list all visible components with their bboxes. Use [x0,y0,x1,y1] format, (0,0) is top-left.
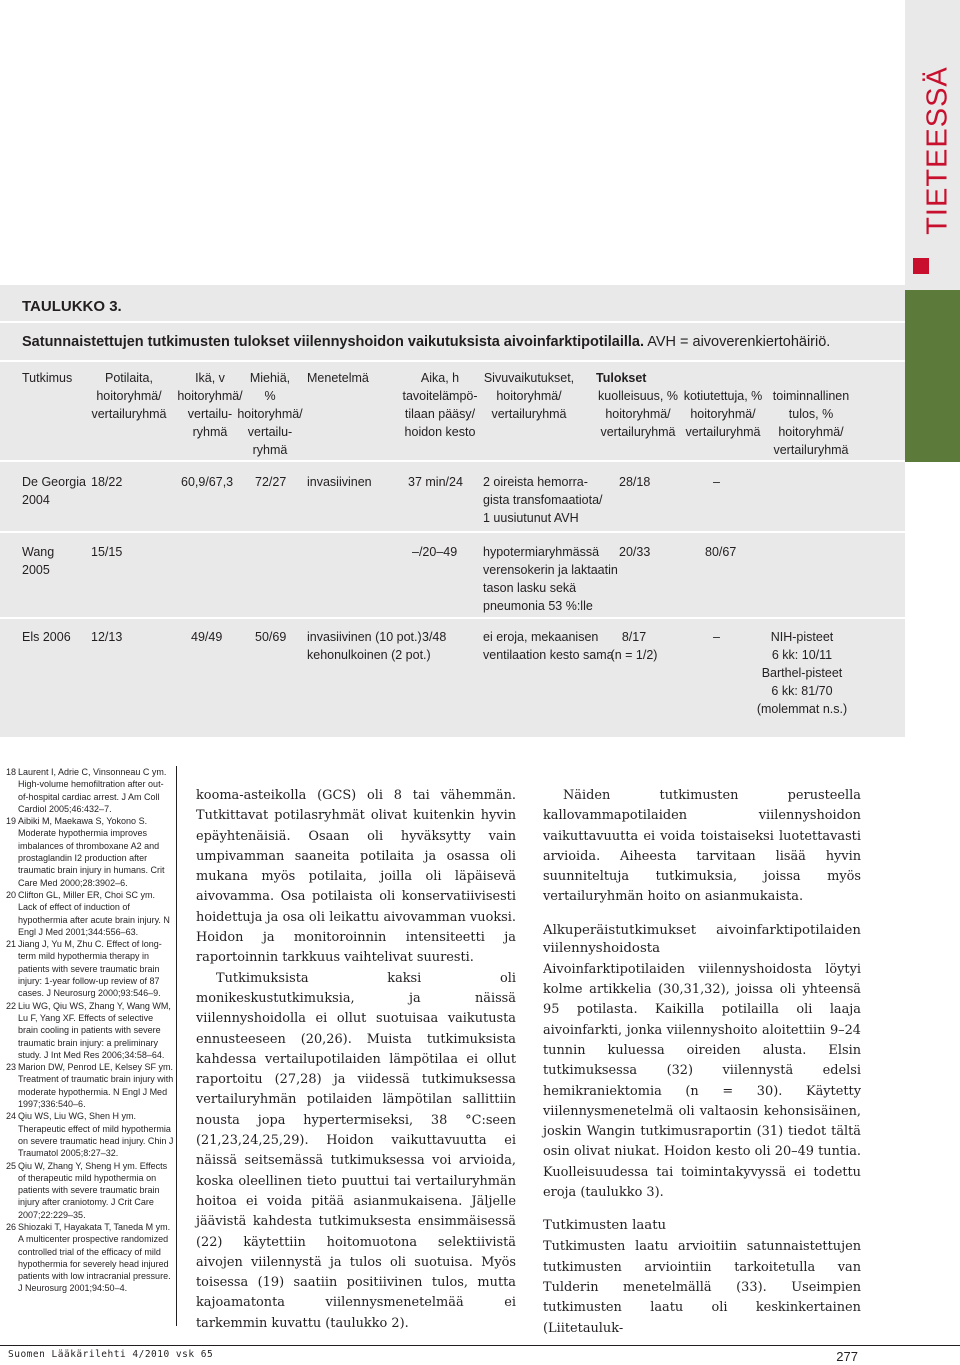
body-paragraph: Tutkimusten laatu arvioitiin satunnaistettujen tutkimusten arviointiin tarkoitetulla van Tulderin menetelmällä (33). Useimpien tutkimusten laatu oli keskinkertainen (Liitetauluk- [543,1239,861,1336]
header-menetelma: Menetelmä [307,371,369,385]
table-rule [0,460,905,462]
table-cell-kuolleisuus: 28/18 [619,475,651,489]
table-cell-sivuvaikutukset: 2 oireista hemorra- gista transfomaatiota/ 1 uusiutunut AVH [483,475,603,525]
body-paragraph: Tutkimuksista kaksi oli monikeskustutkimuksia, ja näissä viilennyshoidolla ei ollut suotuisaa vaikutusta ennusteeseen (20,26). Muista tutkimuksista kahdessa vertailupotilaiden lämpötilaa ei ollut raportoitu (27,28) ja viidessä tutkimuksessa vertailuryhmän potilaiden lämpötilan sallittiin nousta jopa hypertermiseksi, 38 °C:seen (21,23,24,25,29). Hoidon vaikuttavuutta ei näissä seitsemässä tutkimuksessa voi arvioida, koska oleellinen tieto puuttui tai vertailuryhmän hoitoa ei voida pitää asianmukaisena. Jäljelle jäävistä kahdesta tutkimuksesta ensimmäisessä (22) käytettiin hoitomuotona selektiivistä aivojen viilennystä ja tulos oli suotuisa. Myös toisessa (19) saatiin positiivinen tulos, mutta kajoamatonta viilennysmenetelmää ei tarkemmin kuvattu (taulukko 2). [196,970,516,1331]
table-cell-kuolleisuus: 20/33 [619,545,651,559]
header-kuolleisuus: kuolleisuus, % hoitoryhmä/ vertailuryhmä [598,389,678,439]
header-tulokset: Tulokset [596,371,647,385]
header-aika: Aika, h tavoitelämpö- tilaan pääsy/ hoidon kesto [402,371,478,439]
reference-item: 24 Qiu WS, Liu WG, Shen H ym. Therapeutic effect of mild hypothermia on severe traumatic head injury. Chin J Traumatol 2005;8:27–32. [6,1111,174,1159]
section-tab-accent [905,290,960,462]
table-caption: Satunnaistettujen tutkimusten tulokset viilennyshoidon vaikutuksista aivoinfarktipotilailla. AVH = aivoverenkiertohäiriö. [22,334,831,350]
table-cell-sivuvaikutukset: ei eroja, mekaanisen ventilaation kesto sama [483,630,614,662]
page-number: 277 [836,1349,858,1364]
reference-item: 18 Laurent I, Adrie C, Vinsonneau C ym. High-volume hemofiltration after out-of-hospital cardiac arrest. J Am Coll Cardiol 2005;46:432–7. [6,767,167,814]
body-paragraph: Aivoinfarktipotilaiden viilennyshoidosta löytyi kolme artikkelia (30,31,32), joissa oli yhteensä 95 potilasta. Kaikilla potilailla oli laaja aivoinfarkti, jonka viilennyshoito aloitettiin 9–24 tunnin kuluessa oireiden alusta. Elsin tutkimuksessa (32) viilennystä edelsi hemikraniektomia (n = 30). Käytetty viilennysmenetelmä oli valtaosin kehonsisäinen, joskin Wangin tutkimusraportin (31) tiedot tältä osin olivat niukat. Hoidon kesto oli 20–49 tuntia. Kuolleisuudessa tai toimintakyvyssä ei todettu eroja (taulukko 3). [543,961,861,1201]
table-rule [0,617,905,619]
table-cell-toiminnallinen: NIH-pisteet 6 kk: 10/11 Barthel-pisteet 6 kk: 81/70 (molemmat n.s.) [756,630,848,716]
table-rule [0,360,905,362]
section-heading: Alkuperäistutkimukset aivoinfarktipotilaiden viilennyshoidosta [543,922,861,956]
footer-rule [0,1345,960,1346]
header-kotiutettuja: kotiutettuja, % hoitoryhmä/ vertailuryhmä [683,389,763,439]
table-cell-tutkimus: De Georgia 2004 [22,475,86,507]
reference-item: 26 Shiozaki T, Hayakata T, Taneda M ym. A multicenter prospective randomized controlled trial of the efficacy of mild hypothermia for severely head injured patients with low intracranial pressure. J Neurosurg 2001;94:50–4. [6,1221,171,1294]
table-cell-kotiutettuja: – [713,475,720,489]
table-cell-tutkimus: Els 2006 [22,630,71,644]
references-list [6,766,174,1295]
table-cell-aika: –/20–49 [412,545,458,559]
table-cell-menetelma: invasiivinen [307,475,372,489]
section-marker-icon [913,258,929,274]
body-paragraph: kooma-asteikolla (GCS) oli 8 tai vähemmän. Tutkittavat potilasryhmät olivat kuitenkin hyvin epäyhtenäisiä. Osaan oli hyväksytty vain umpivamman saaneita potilaita ja osassa oli mukana myös potilaita, joilla oli läpäisevä aivovamma. Osa potilaista oli konservatiivisesti hoidettuja ja osa oli leikattu aivovamman vuoksi. Hoidon ja monitoroinnin intensiteetti ja raportoinnin tarkkuus vaihtelivat suuresti. [196,788,516,966]
table-cell-tutkimus: Wang 2005 [22,545,55,577]
header-sivuvaikutukset: Sivuvaikutukset, hoitoryhmä/ vertailuryhmä [483,371,575,421]
table-cell-sivuvaikutukset: hypotermiaryhmässä verensokerin ja laktaatin tason lasku sekä pneumonia 53 %:lle [483,545,618,613]
reference-item: 19 Aibiki M, Maekawa S, Yokono S. Moderate hypothermia improves imbalances of thromboxane A2 and prostaglandin I2 production after traumatic brain injury in humans. Crit Care Med 2000;28:3902–6. [6,816,165,888]
table-cell-potilaita: 18/22 [91,475,123,489]
reference-item: 23 Marion DW, Penrod LE, Kelsey SF ym. Treatment of traumatic brain injury with moderate hypothermia. N Engl J Med 1997;336:540–6. [6,1062,174,1110]
header-tutkimus: Tutkimus [22,371,73,385]
table-cell-aika: 3/48 [422,630,447,644]
header-potilaita: Potilaita, hoitoryhmä/ vertailuryhmä [91,371,167,421]
body-column-1 [196,786,516,1334]
reference-item: 21 Jiang J, Yu M, Zhu C. Effect of long-term mild hypothermia therapy in patients with severe traumatic brain injury: 1-year follow-up review of 87 cases. J Neurosurg 2000;93:546–9. [6,939,162,999]
table-rule [0,531,905,533]
table-cell-kotiutettuja: – [713,630,720,644]
header-toiminnallinen: toiminnallinen tulos, % hoitoryhmä/ vertailuryhmä [772,389,850,457]
table-cell-aika: 37 min/24 [408,475,463,489]
table-cell-ika: 60,9/67,3 [181,475,234,489]
table-rule [0,321,905,323]
table-title: TAULUKKO 3. [22,298,122,315]
reference-item: 25 Qiu W, Zhang Y, Sheng H ym. Effects of therapeutic mild hypothermia on patients with severe traumatic brain injury after craniotomy. J Crit Care 2007;22:229–35. [6,1160,168,1220]
reference-item: 22 Liu WG, Qiu WS, Zhang Y, Wang WM, Lu F, Yang XF. Effects of selective brain cooling in patients with severe traumatic brain injury: a preliminary study. J Int Med Res 2006;34:58–64. [6,1000,171,1060]
table-cell-potilaita: 15/15 [91,545,123,559]
references-divider [176,766,177,1326]
body-paragraph: Näiden tutkimusten perusteella kallovammapotilaiden viilennyshoidon vaikuttavuutta ei voida toistaiseksi luotettavasti arvioida. Aiheesta tarvitaan lisää hyvin suunniteltuja tutkimuksia, joissa myös vertailuryhmän hoito on asianmukaista. [543,788,861,905]
header-ika: Ikä, v hoitoryhmä/ vertailu- ryhmä [177,371,243,439]
table-cell-kuolleisuus: 8/17 (n = 1/2) [610,630,658,662]
table-cell-menetelma: invasiivinen (10 pot.) kehonulkoinen (2 pot.) [307,630,431,662]
body-column-2 [543,786,861,1339]
table-cell-kotiutettuja: 80/67 [705,545,737,559]
header-miehia: Miehiä, % hoitoryhmä/ vertailu- ryhmä [237,371,303,457]
reference-item: 20 Clifton GL, Miller ER, Choi SC ym. Lack of effect of induction of hypothermia after acute brain injury. N Engl J Med 2001;344:556–63. [6,889,170,937]
table-cell-potilaita: 12/13 [91,630,123,644]
journal-name: Suomen Lääkärilehti 4/2010 vsk 65 [8,1349,214,1360]
table-cell-miehia: 72/27 [255,475,287,489]
table-cell-ika: 49/49 [191,630,223,644]
section-heading: Tutkimusten laatu [543,1218,667,1234]
table-cell-miehia: 50/69 [255,630,287,644]
